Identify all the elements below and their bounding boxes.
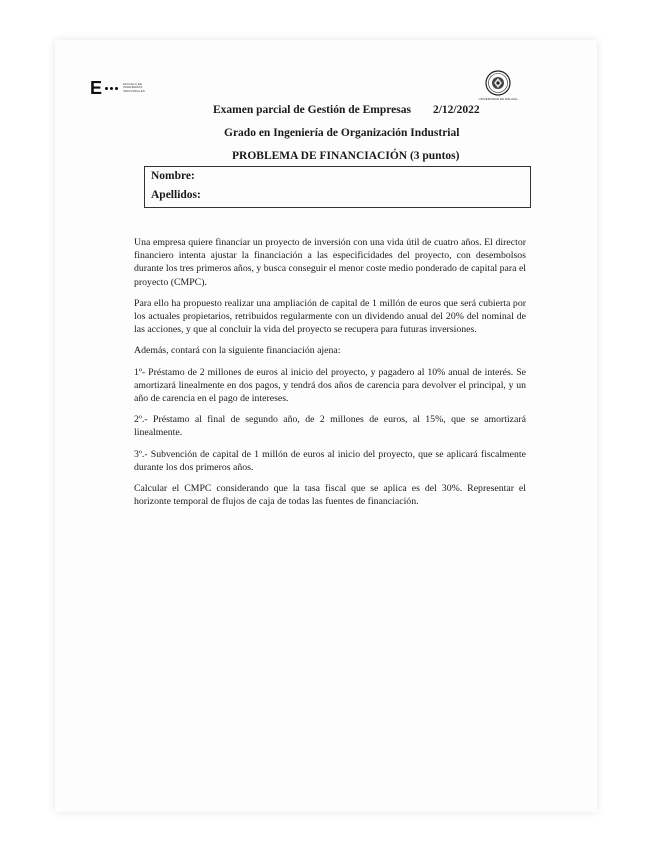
exam-date: 2/12/2022 xyxy=(432,104,480,116)
paragraph-financing-intro: Además, contará con la siguiente financiación ajena: xyxy=(134,345,341,357)
problem-title: PROBLEMA DE FINANCIACIÓN (3 puntos) xyxy=(232,150,460,162)
paragraph-subsidy: 3º.- Subvención de capital de 1 millón de euros al inicio del proyecto, que se aplicará fiscalmente durante los dos primeros años. xyxy=(134,448,526,473)
university-seal-icon xyxy=(485,70,511,96)
university-logo-text: UNIVERSIDAD DE MÁLAGA xyxy=(478,97,518,101)
apellidos-label: Apellidos: xyxy=(151,189,201,201)
school-logo-dots xyxy=(105,87,118,90)
nombre-label: Nombre: xyxy=(151,170,195,182)
degree-title: Grado en Ingeniería de Organización Industrial xyxy=(224,127,460,139)
paragraph-capital: Para ello ha propuesto realizar una ampliación de capital de 1 millón de euros que será cubierta por los actuales propietarios, retribuidos regularmente con un dividendo anual del 20% del nominal de las acciones, y que al concluir la vida del proyecto se recupera para futuras inversiones. xyxy=(134,297,526,336)
paragraph-loan-2: 2º.- Préstamo al final de segundo año, de 2 millones de euros, al 15%, que se amortizará linealmente. xyxy=(134,414,526,439)
exam-title: Examen parcial de Gestión de Empresas xyxy=(213,104,411,116)
problem-statement xyxy=(134,236,526,516)
exam-title-line xyxy=(213,104,480,116)
school-logo-text: ESCUELA DE INGENIERÍAS INDUSTRIALES xyxy=(123,81,145,93)
paragraph-intro: Una empresa quiere financiar un proyecto de inversión con una vida útil de cuatro años. El director financiero intenta ajustar la financiación a las especificidades del proyecto, con desembolsos durante los tres primeros años, y busca conseguir el menor coste medio ponderado de capital para el proyecto (CMPC). xyxy=(134,237,527,288)
university-logo xyxy=(476,70,520,101)
student-info-box xyxy=(144,166,531,208)
paragraph-loan-1: 1º- Préstamo de 2 millones de euros al inicio del proyecto, y pagadero al 10% anual de interés. Se amortizará linealmente en dos pagos, y tendrá dos años de carencia para devolver el principal, y un año de carencia en el pago de intereses. xyxy=(134,366,526,405)
school-logo-letter: E xyxy=(90,78,103,98)
school-logo xyxy=(90,80,151,96)
paragraph-task: Calcular el CMPC considerando que la tasa fiscal que se aplica es del 30%. Representar el horizonte temporal de flujos de caja de todas las fuentes de financiación. xyxy=(134,483,526,508)
